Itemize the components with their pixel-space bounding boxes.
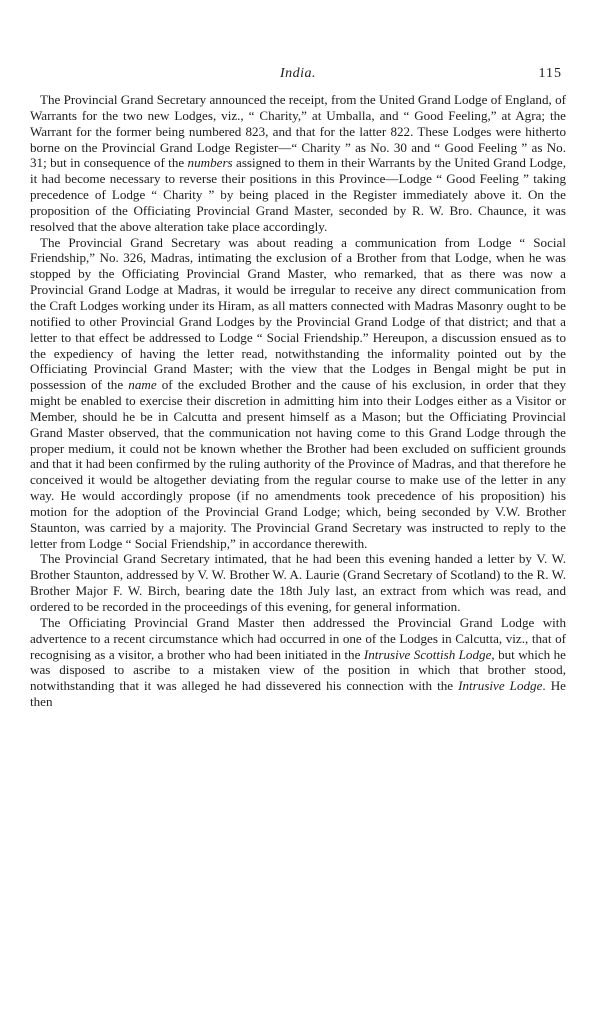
body-text (30, 92, 566, 710)
italic-text-run: Intrusive Lodge (458, 678, 543, 694)
text-run: . He then (30, 678, 566, 710)
text-run: of the excluded Brother and the cause of his exclusion, in order that they might be enabled to exercise their discretion in admitting him into their Lodges either as a Visitor or Member, should he be in Calcutta and present himself as a Mason; but the Officiating Provincial Grand Master observed, that the communication not having come to this Grand Lodge through the proper medium, it could not be known whether the Brother had been excluded on sufficient grounds and that it had been confirmed by the ruling authority of the Province of Madras, and that therefore he conceived it would be altogether deviating from the regular course to make use of the letter in any way. He would accordingly propose (if no amendments took precedence of his proposition) his motion for the adoption of the Provincial Grand Lodge; which, being seconded by V.W. Brother Staunton, was carried by a majority. The Provincial Grand Secretary was instructed to reply to the letter from Lodge “ Social Friendship,” in accordance therewith. (30, 377, 566, 551)
paragraph (30, 615, 566, 710)
text-run: The Provincial Grand Secretary announced the receipt, from the United Grand Lodge of England, of Warrants for the two new Lodges, viz., “ Charity,” at Umballa, and “ Good Feeling,” at Agra; the Warrant for the former being numbered 823, and that for the latter 822. These Lodges were hitherto borne on the Provincial Grand Lodge Register—“ Charity ” as No. 30 and “ Good Feeling ” as No. 31; but in consequence of the (30, 92, 566, 171)
book-page (30, 66, 566, 710)
paragraph (30, 235, 566, 552)
text-run: , but which he was disposed to ascribe to a mistaken view of the position in which that brother stood, notwithstanding that it was alleged he had dissevered his connection with the (30, 646, 566, 694)
text-run: The Provincial Grand Secretary intimated, that he had been this evening handed a letter by V. W. Brother Staunton, addressed by V. W. Brother W. A. Laurie (Grand Secretary of Scotland) to the R. W. Brother Major F. W. Birch, bearing date the 18th July last, an extract from which was read, and ordered to be recorded in the proceedings of this evening, for general information. (30, 551, 566, 614)
text-run: The Provincial Grand Secretary was about reading a communication from Lodge “ Social Friendship,” No. 326, Madras, intimating the exclusion of a Brother from that Lodge, when he was stopped by the Officiating Provincial Grand Master, who remarked, that as there was now a Provincial Grand Lodge at Madras, it would be irregular to receive any direct communication from the Craft Lodges working under its Hiram, as all matters connected with Madras Masonry ought to be notified to other Provincial Grand Lodges by the Provincial Grand Lodge of that district; and that a letter to that effect be addressed to Lodge “ Social Friendship.” Hereupon, a discussion ensued as to the expediency of having the letter read, notwithstanding the informality pointed out by the Officiating Provincial Grand Master; with the view that the Lodges in Bengal might be put in possession of the (30, 234, 566, 393)
paragraph (30, 551, 566, 614)
page-number: 115 (538, 66, 562, 81)
running-title: India. (279, 66, 317, 81)
italic-text-run: Intrusive Scottish Lodge (363, 646, 492, 662)
text-run: The Officiating Provincial Grand Master then addressed the Provincial Grand Lodge with advertence to a recent circumstance which had occurred in one of the Lodges in Calcutta, viz., that of recognising as a visitor, a brother who had been initiated in the (30, 614, 566, 662)
italic-text-run: name (128, 377, 157, 393)
running-head (30, 66, 566, 88)
text-run: assigned to them in their Warrants by the United Grand Lodge, it had become necessary to reverse their positions in this Province—Lodge “ Good Feeling ” taking precedence of Lodge “ Charity ” by being placed in the Register immediately above it. On the proposition of the Officiating Provincial Grand Master, seconded by R. W. Bro. Chaunce, it was resolved that the above alteration take place accordingly. (30, 155, 567, 234)
paragraph (30, 92, 566, 235)
italic-text-run: numbers (187, 155, 233, 171)
